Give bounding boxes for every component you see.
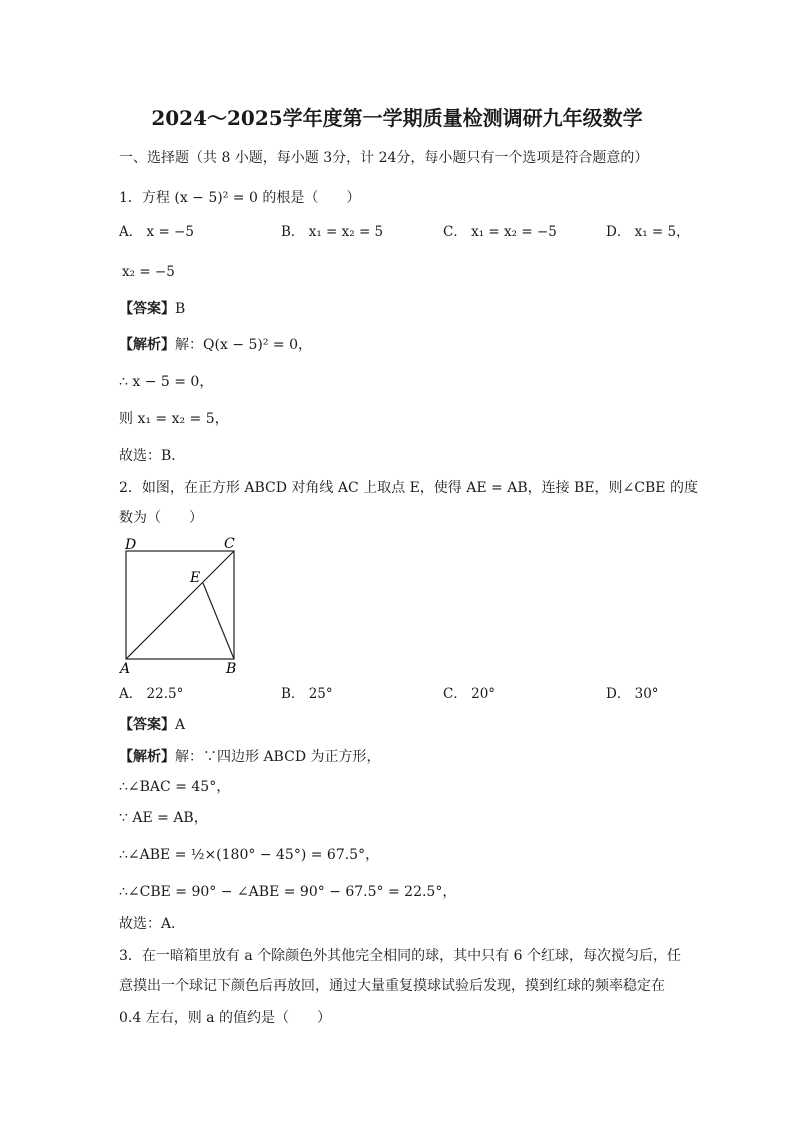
page-title: 2024～2025学年度第一学期质量检测调研九年级数学 — [151, 106, 643, 130]
q1-step-2: 则 x₁ = x₂ = 5， — [119, 411, 229, 427]
q2-option-c: C． 20° — [443, 686, 496, 702]
analysis-label: 【解析】 — [119, 337, 175, 353]
answer-label: 【答案】 — [119, 301, 175, 317]
answer-label: 【答案】 — [119, 717, 175, 733]
section-heading: 一、选择题（共 8 小题，每小题 3分，计 24分，每小题只有一个选项是符合题意的） — [119, 150, 649, 166]
q2-answer: A — [175, 717, 186, 733]
q2-step-3: ∴∠ABE = ½×(180° − 45°) = 67.5°， — [119, 847, 380, 863]
q1-option-d: D． x₁ = 5， — [606, 224, 690, 240]
q1-analysis-line — [119, 335, 312, 355]
segment-be — [203, 583, 234, 659]
q1-step-1: ∴ x − 5 = 0， — [119, 374, 214, 390]
q2-step-5: 故选：A． — [119, 916, 186, 932]
analysis-label: 【解析】 — [119, 749, 175, 765]
q2-stem-line2: 数为（ ） — [119, 510, 203, 526]
q2-analysis-line — [119, 747, 381, 767]
diagonal-ac — [126, 551, 234, 659]
q2-step-1: ∴∠BAC = 45°， — [119, 779, 231, 795]
q2-analysis: 解：∵四边形 ABCD 为正方形， — [175, 749, 381, 765]
q2-stem-line1: 2．如图，在正方形 ABCD 对角线 AC 上取点 E，使得 AE = AB，连接 BE，则∠CBE 的度 — [119, 480, 698, 496]
q1-analysis: 解：Q(x − 5)² = 0， — [175, 337, 312, 353]
label-b: B — [226, 661, 237, 677]
q1-option-c: C． x₁ = x₂ = −5 — [443, 224, 557, 240]
q3-line1: 3．在一暗箱里放有 a 个除颜色外其他完全相同的球，其中只有 6 个红球，每次搅匀后，任 — [119, 948, 681, 964]
q1-option-a: A． x = −5 — [119, 224, 194, 240]
q2-step-2: ∵ AE = AB， — [119, 810, 208, 826]
q1-stem: 1．方程 (x − 5)² = 0 的根是（ ） — [119, 190, 361, 206]
label-d: D — [125, 537, 137, 553]
q1-option-d-cont: x₂ = −5 — [122, 264, 175, 280]
q1-answer-line — [119, 299, 185, 319]
q2-option-a: A． 22.5° — [119, 686, 184, 702]
q2-option-b: B． 25° — [281, 686, 333, 702]
q3-line3: 0.4 左右，则 a 的值约是（ ） — [119, 1010, 331, 1026]
q3-line2: 意摸出一个球记下颜色后再放回，通过大量重复摸球试验后发现，摸到红球的频率稳定在 — [119, 978, 665, 994]
q1-step-3: 故选：B． — [119, 448, 186, 464]
q2-option-d: D． 30° — [606, 686, 659, 702]
q1-option-b: B． x₁ = x₂ = 5 — [281, 224, 384, 240]
q1-answer: B — [175, 301, 186, 317]
label-e: E — [190, 570, 201, 586]
label-c: C — [224, 536, 235, 552]
q2-answer-line — [119, 715, 185, 735]
q2-step-4: ∴∠CBE = 90° − ∠ABE = 90° − 67.5° = 22.5°， — [119, 884, 457, 900]
label-a: A — [120, 661, 131, 677]
square-diagram — [118, 535, 248, 677]
